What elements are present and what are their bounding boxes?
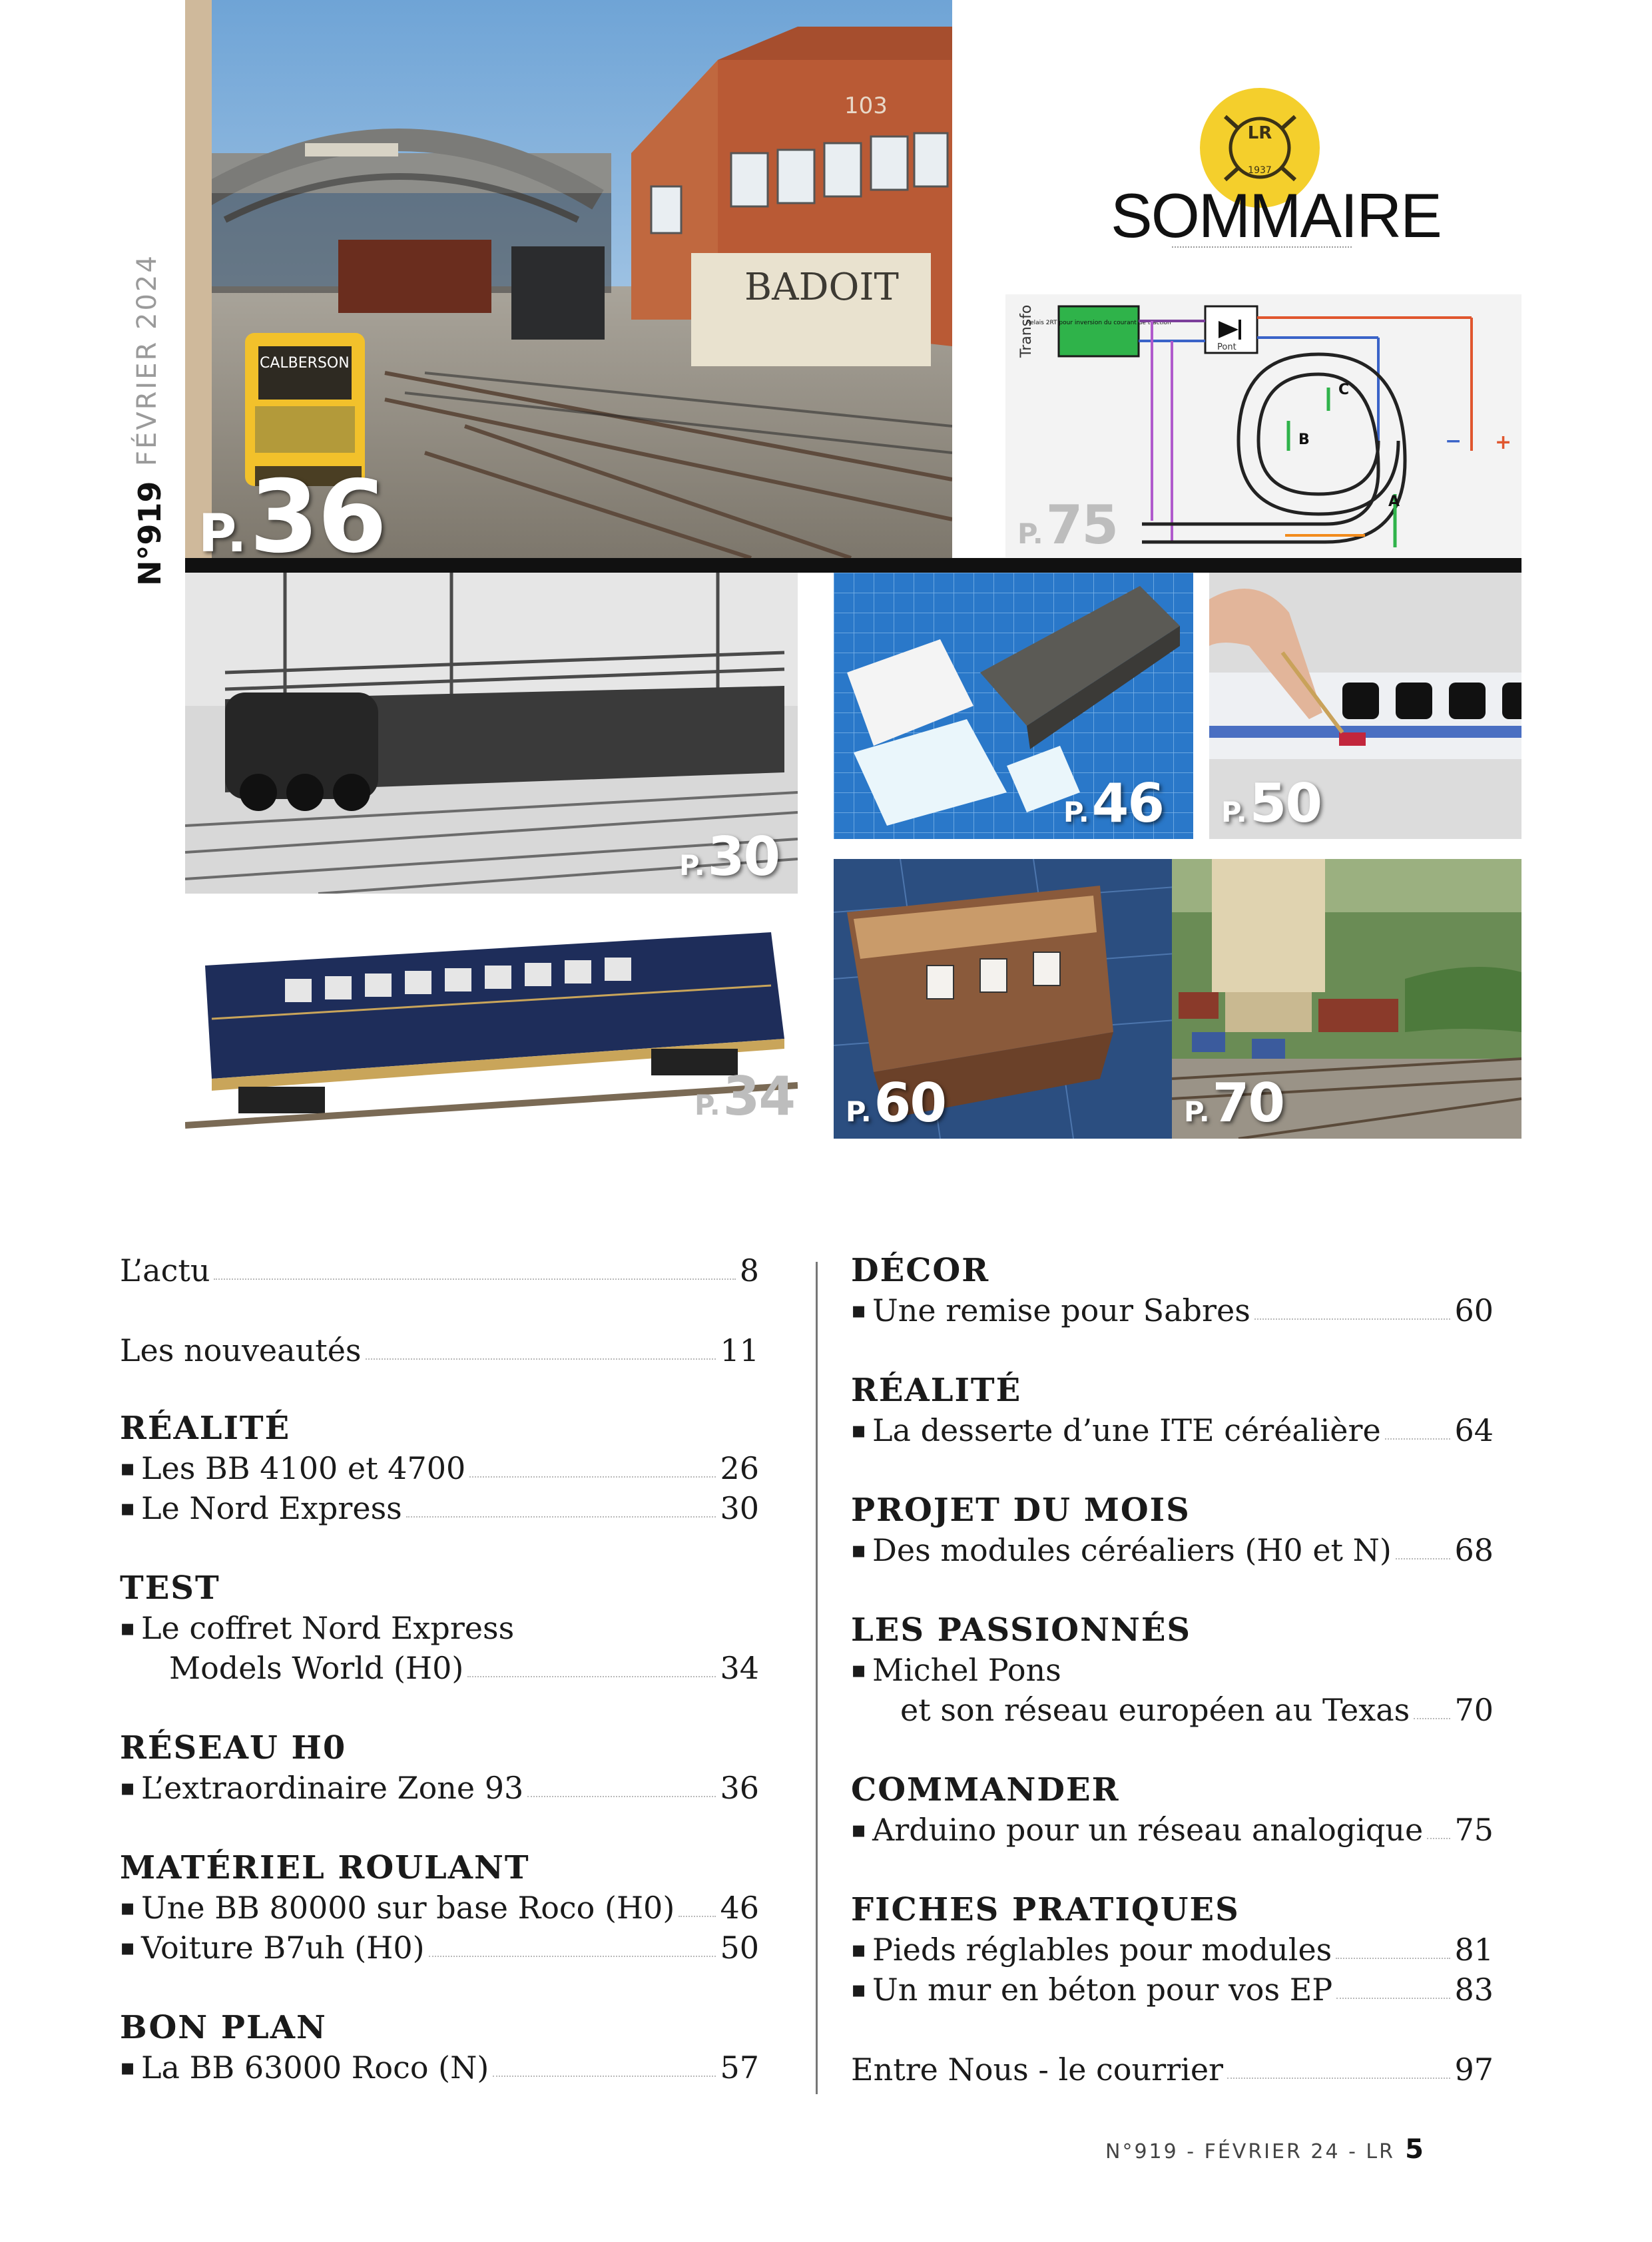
page-label-70: P.70 <box>1184 1072 1284 1134</box>
photo-coffret-nord-express <box>185 912 798 1139</box>
toc-entry-entre-nous[interactable]: Entre Nous - le courrier 97 <box>851 2052 1494 2088</box>
point-a: A <box>1388 493 1400 510</box>
section-reseau-h0: RÉSEAU H0 <box>120 1729 347 1767</box>
transfo-label: Transfo <box>1018 304 1035 358</box>
relay-label: Relais 2RT pour inversion du courant de traction <box>1026 320 1171 326</box>
photo-voiture-b7uh <box>1209 573 1521 839</box>
photo-remise-sabres <box>834 859 1193 1139</box>
photo-divider-bar <box>185 558 1521 573</box>
page-label-36: P.36 <box>198 459 386 558</box>
footer-text: N°919 - FÉVRIER 24 - LR <box>1105 2140 1395 2163</box>
issue-date: FÉVRIER 2024 <box>132 254 162 466</box>
toc-entry-b7uh[interactable]: ▪ Voiture B7uh (H0) 50 <box>120 1930 759 1966</box>
page-label-34: P.34 <box>694 1065 794 1127</box>
page-number: 5 <box>1405 2134 1424 2165</box>
section-les-passionnes: LES PASSIONNÉS <box>851 1611 1192 1649</box>
toc-entry-bb-63000[interactable]: ▪ La BB 63000 Roco (N) 57 <box>120 2050 759 2086</box>
pont-label: Pont <box>1217 342 1237 352</box>
page-label-75: P.75 <box>1017 494 1117 556</box>
toc-entry-zone-93[interactable]: ▪ L’extraordinaire Zone 93 36 <box>120 1770 759 1806</box>
toc-entry-pieds-reglables[interactable]: ▪ Pieds réglables pour modules 81 <box>851 1932 1494 1968</box>
toc-entry-arduino[interactable]: ▪ Arduino pour un réseau analogique 75 <box>851 1812 1494 1848</box>
section-projet-du-mois: PROJET DU MOIS <box>851 1492 1191 1529</box>
page-label-46: P.46 <box>1063 772 1163 834</box>
toc-entry-nouveautes[interactable]: Les nouveautés 11 <box>120 1332 759 1368</box>
section-commander: COMMANDER <box>851 1771 1120 1809</box>
logo-year: 1937 <box>1248 165 1272 176</box>
photo-zone-93 <box>185 0 952 558</box>
minus-sign: − <box>1445 429 1462 453</box>
toc-entry-remise-sabres[interactable]: ▪ Une remise pour Sabres 60 <box>851 1292 1494 1328</box>
section-realite-2: RÉALITÉ <box>851 1372 1022 1409</box>
point-c: C <box>1338 382 1350 398</box>
photo-wiring-diagram <box>1005 294 1521 557</box>
page-label-60: P.60 <box>846 1072 946 1134</box>
point-b: B <box>1298 431 1310 448</box>
section-fiches-pratiques: FICHES PRATIQUES <box>851 1891 1240 1928</box>
toc-entry-coffret-cont[interactable]: Models World (H0) 34 <box>169 1650 759 1686</box>
toc-entry-mur-beton[interactable]: ▪ Un mur en béton pour vos EP 83 <box>851 1972 1494 2008</box>
toc-entry-coffret[interactable]: ▪ Le coffret Nord Express <box>120 1610 515 1646</box>
section-materiel-roulant: MATÉRIEL ROULANT <box>120 1849 530 1886</box>
toc-entry-bb-80000[interactable]: ▪ Une BB 80000 sur base Roco (H0) 46 <box>120 1890 759 1926</box>
page-title: SOMMAIRE <box>1111 180 1441 250</box>
page-label-50: P.50 <box>1221 772 1321 834</box>
toc-entry-bb-4100[interactable]: ▪ Les BB 4100 et 4700 26 <box>120 1450 759 1486</box>
toc-entry-actu[interactable]: L’actu 8 <box>120 1253 759 1288</box>
photo-bb-80000 <box>834 573 1193 839</box>
section-bon-plan: BON PLAN <box>120 2009 327 2046</box>
toc-entry-ite-cerealiere[interactable]: ▪ La desserte d’une ITE céréalière 64 <box>851 1412 1494 1448</box>
wagon-sign: BADOIT <box>744 266 899 309</box>
photo-nord-express <box>185 573 798 894</box>
section-test: TEST <box>120 1569 220 1607</box>
section-decor: DÉCOR <box>851 1252 990 1289</box>
toc-entry-modules-cerealiers[interactable]: ▪ Des modules céréaliers (H0 et N) 68 <box>851 1532 1494 1568</box>
logo-letters: LR <box>1247 123 1272 143</box>
section-realite: RÉALITÉ <box>120 1410 291 1447</box>
truck-sign: CALBERSON <box>260 355 350 372</box>
plus-sign: + <box>1495 431 1512 454</box>
title-underline <box>1172 246 1352 248</box>
toc-entry-michel-pons[interactable]: ▪ Michel Pons <box>851 1652 1061 1688</box>
toc-entry-michel-pons-cont[interactable]: et son réseau européen au Texas 70 <box>900 1692 1494 1728</box>
toc-entry-nord-express[interactable]: ▪ Le Nord Express 30 <box>120 1490 759 1526</box>
building-number: 103 <box>844 93 888 119</box>
footer <box>1105 2134 1424 2165</box>
photo-reseau-texas <box>1172 859 1521 1139</box>
issue-number: N°919 <box>132 481 168 586</box>
page-label-30: P.30 <box>679 826 779 888</box>
column-separator <box>816 1262 818 2094</box>
